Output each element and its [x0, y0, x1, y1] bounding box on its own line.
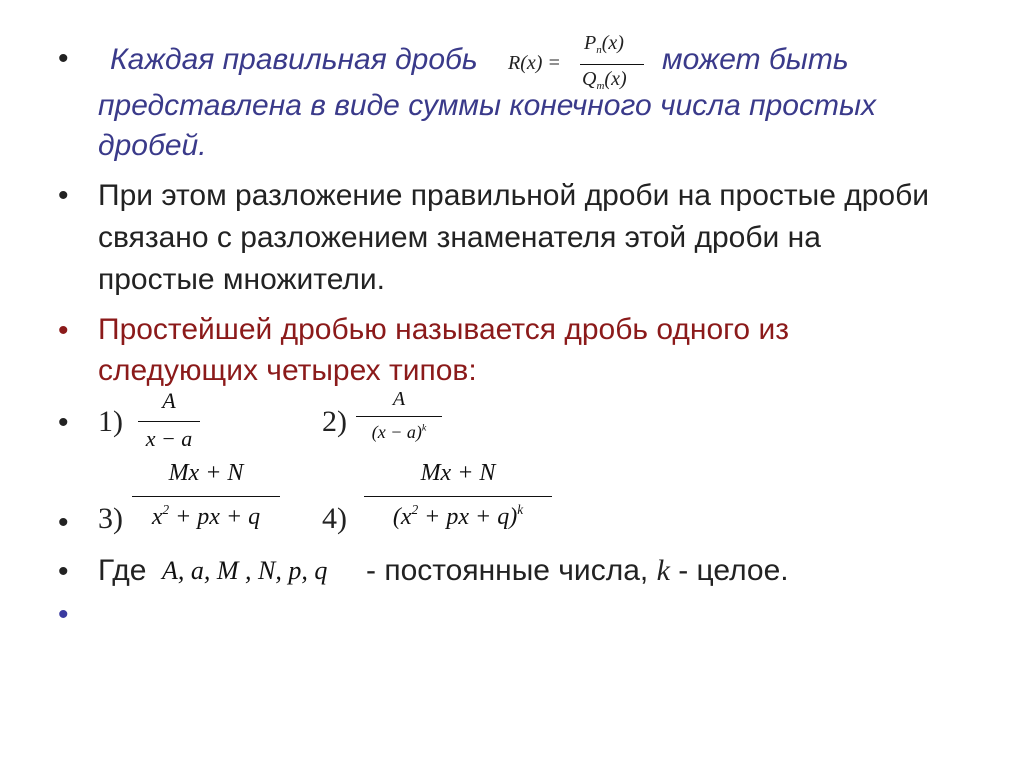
- text-where: Где: [98, 554, 147, 587]
- bullet-1: •: [58, 42, 69, 75]
- type-1-label: 1): [98, 405, 123, 438]
- fraction-3-bar: [132, 496, 280, 497]
- text-constants-list: A, a, M , N, p, q: [162, 556, 328, 585]
- text-k-variable: k: [656, 554, 670, 587]
- text-simplest-fraction-1: Простейшей дробью называется дробь одного из: [98, 313, 789, 346]
- type-2-label: 2): [322, 405, 347, 438]
- text-decomposition-1: При этом разложение правильной дроби на простые дроби: [98, 179, 930, 212]
- fraction-type-1: [138, 388, 200, 458]
- fraction-4-numerator: Mx + N: [420, 460, 496, 486]
- fraction-3-denominator: $x^2$ + px + q: [151, 502, 261, 530]
- text-represented: представлена в виде суммы конечного числа простых: [98, 89, 877, 122]
- fraction-2-bar: [356, 416, 442, 417]
- fraction-3-numerator: Mx + N: [168, 460, 244, 486]
- fraction-2-numerator: A: [392, 388, 406, 410]
- type-4-label: 4): [322, 502, 347, 535]
- text-decomposition-3: простые множители.: [98, 263, 385, 296]
- fraction-4-denominator: ($x^2$ + px + q)$^k$: [392, 502, 524, 530]
- text-may-be: может быть: [662, 43, 849, 76]
- formula-r-denominator: $Q_m(x)$: [582, 68, 627, 92]
- formula-r-bar: [580, 64, 644, 65]
- text-decomposition-2: связано с разложением знаменателя этой дроби на: [98, 221, 821, 254]
- bullet-7-empty: •: [58, 598, 69, 631]
- bullet-5: •: [58, 506, 69, 539]
- bullet-4: •: [58, 406, 69, 439]
- bullet-2: •: [58, 179, 69, 212]
- fraction-2-denominator: $(x - a)^k$: [371, 422, 427, 442]
- fraction-1-denominator: x − a: [145, 426, 193, 451]
- text-constants-desc: - постоянные числа, k - целое.: [366, 554, 789, 587]
- bullet-6: •: [58, 555, 69, 588]
- type-3-label: 3): [98, 502, 123, 535]
- bullet-3: •: [58, 314, 69, 347]
- fraction-type-3: [132, 460, 280, 540]
- text-simplest-fraction-2: следующих четырех типов:: [98, 354, 477, 387]
- fraction-type-2: [356, 388, 442, 458]
- text-fractions: дробей.: [98, 129, 207, 162]
- fraction-type-4: [364, 460, 552, 540]
- fraction-1-bar: [138, 421, 200, 422]
- formula-r-numerator: $P_n(x)$: [584, 32, 624, 56]
- fraction-4-bar: [364, 496, 552, 497]
- formula-r-lhs: R(x) =: [508, 52, 561, 74]
- text-proper-fraction-intro: Каждая правильная дробь: [110, 43, 478, 76]
- fraction-1-numerator: A: [162, 388, 176, 413]
